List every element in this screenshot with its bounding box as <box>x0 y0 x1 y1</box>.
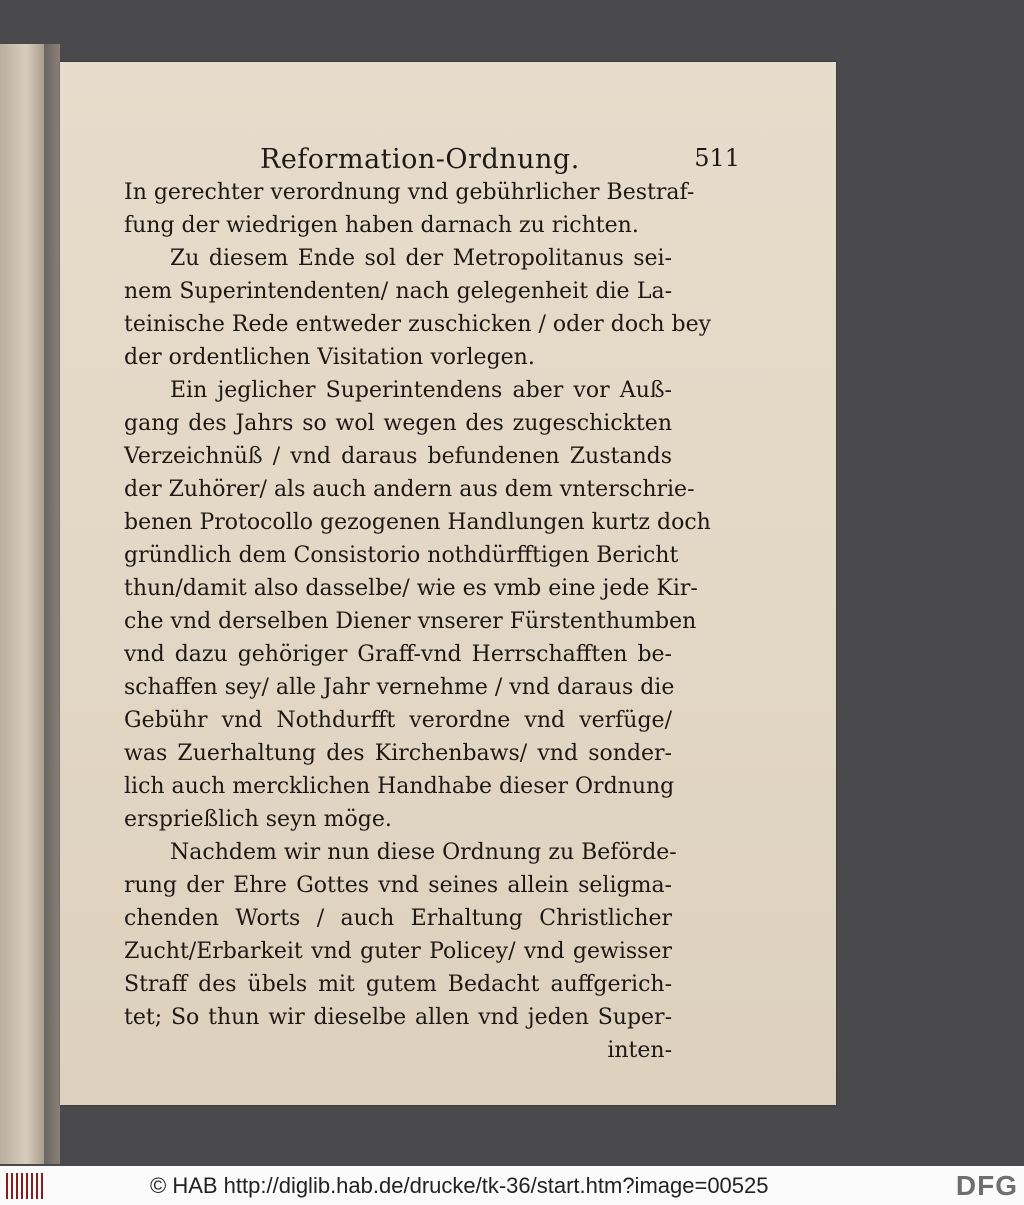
text-line: gang des Jahrs so wol wegen des zugeschickten <box>124 411 672 436</box>
text-line: tet; So thun wir dieselbe allen vnd jeden Super- <box>124 1005 672 1030</box>
text-line: ersprießlich seyn möge. <box>124 807 392 832</box>
text-line: che vnd derselben Diener vnserer Fürstenthumben <box>124 609 697 634</box>
text-line: teinische Rede entweder zuschicken / oder doch bey <box>124 312 712 337</box>
text-line: benen Protocollo gezogenen Handlungen kurtz doch <box>124 510 711 535</box>
text-line: Zucht/Erbarkeit vnd guter Policey/ vnd gewisser <box>124 939 672 964</box>
viewer-footer <box>0 1166 1024 1205</box>
text-line: der Zuhörer/ als auch andern aus dem vnterschrie- <box>124 477 695 502</box>
page-gutter <box>44 44 60 1164</box>
text-line: In gerechter verordnung vnd gebührlicher Bestraf- <box>124 180 695 205</box>
text-line: Straff des übels mit gutem Bedacht auffgerich- <box>124 972 672 997</box>
text-line: Verzeichnüß / vnd daraus befundenen Zustands <box>124 444 672 469</box>
text-line: nem Superintendenten/ nach gelegenheit die La- <box>124 279 672 304</box>
text-line: schaffen sey/ alle Jahr vernehme / vnd daraus die <box>124 675 675 700</box>
text-line: gründlich dem Consistorio nothdürfftigen Bericht <box>124 543 679 568</box>
body-text <box>124 176 712 1067</box>
text-line: rung der Ehre Gottes vnd seines allein seligma- <box>124 873 672 898</box>
text-line: der ordentlichen Visitation vorlegen. <box>124 345 535 370</box>
text-line: thun/damit also dasselbe/ wie es vmb eine jede Kir- <box>124 576 698 601</box>
dfg-logo: DFG <box>955 1170 1018 1201</box>
scanned-page <box>60 62 836 1105</box>
text-line: Zu diesem Ende sol der Metropolitanus sei- <box>170 246 672 271</box>
running-title: Reformation-Ordnung. <box>260 144 580 175</box>
source-link[interactable]: © HAB http://diglib.hab.de/drucke/tk-36/start.htm?image=00525 <box>150 1173 769 1198</box>
text-line: vnd dazu gehöriger Graff-vnd Herrschafften be- <box>124 642 672 667</box>
text-line: Gebühr vnd Nothdurfft verordne vnd verfüge/ <box>124 708 672 733</box>
catchword: inten- <box>607 1038 672 1063</box>
barcode-icon <box>6 1173 46 1199</box>
text-line: Nachdem wir nun diese Ordnung zu Beförde- <box>170 840 677 865</box>
text-line: was Zuerhaltung des Kirchenbaws/ vnd sonder- <box>124 741 672 766</box>
page-number: 511 <box>694 144 740 172</box>
text-line: fung der wiedrigen haben darnach zu richten. <box>124 213 639 238</box>
facing-page-edge <box>0 44 44 1164</box>
text-line: chenden Worts / auch Erhaltung Christlicher <box>124 906 672 931</box>
text-line: Ein jeglicher Superintendens aber vor Auß- <box>170 378 672 403</box>
text-line: lich auch mercklichen Handhabe dieser Ordnung <box>124 774 675 799</box>
